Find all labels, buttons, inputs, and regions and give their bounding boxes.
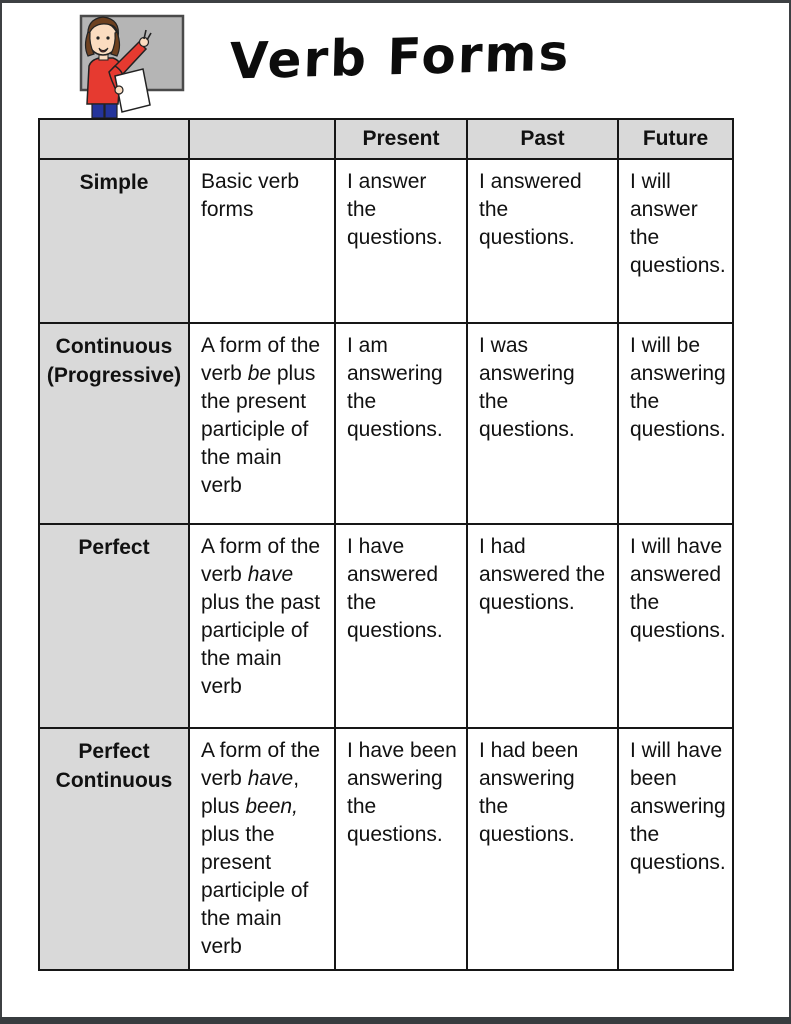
table-row (39, 524, 733, 728)
row-description-cell (189, 728, 335, 970)
table-row (39, 159, 733, 323)
italic-verb-term: be (247, 362, 272, 385)
present-example-cell: I am answering the questions. (335, 323, 467, 524)
page-frame-left (0, 0, 2, 1024)
description-text: , plus (201, 767, 300, 818)
description-text: A form of the verb (201, 334, 321, 385)
description-text: plus the present participle of the main verb (201, 362, 316, 497)
italic-verb-term: have (247, 563, 294, 586)
description-text: Basic verb forms (201, 170, 300, 221)
present-example-cell: I have been answering the questions. (335, 728, 467, 970)
row-label-cell: Simple (39, 159, 189, 323)
present-example-cell: I have answered the questions. (335, 524, 467, 728)
description-text: A form of the verb (201, 535, 321, 586)
verb-forms-table (38, 118, 734, 971)
row-description-cell (189, 524, 335, 728)
table-row (39, 323, 733, 524)
row-description-cell (189, 323, 335, 524)
row-label-cell: Continuous (Progressive) (39, 323, 189, 524)
header-cell-empty-1 (39, 119, 189, 159)
header-cell-future: Future (618, 119, 733, 159)
row-label-cell: Perfect (39, 524, 189, 728)
page-title: Verb Forms (228, 23, 572, 91)
present-example-cell: I answer the questions. (335, 159, 467, 323)
row-description-cell (189, 159, 335, 323)
past-example-cell: I was answering the questions. (467, 323, 618, 524)
header-cell-past: Past (467, 119, 618, 159)
page-frame-bottom (0, 1017, 791, 1024)
page-frame-top (0, 0, 791, 3)
future-example-cell: I will have been answering the questions. (618, 728, 733, 970)
italic-verb-term: have (247, 767, 294, 790)
description-text: plus the present participle of the main verb (201, 823, 309, 958)
italic-verb-term: been, (245, 795, 298, 818)
header-cell-present: Present (335, 119, 467, 159)
row-label-cell: Perfect Continuous (39, 728, 189, 970)
verb-table-body (39, 159, 733, 970)
header-cell-empty-2 (189, 119, 335, 159)
future-example-cell: I will have answered the questions. (618, 524, 733, 728)
past-example-cell: I had been answering the questions. (467, 728, 618, 970)
table-header-row (39, 119, 733, 159)
table-row (39, 728, 733, 970)
description-text: plus the past participle of the main verb (201, 591, 321, 698)
future-example-cell: I will answer the questions. (618, 159, 733, 323)
description-text: A form of the verb (201, 739, 321, 790)
future-example-cell: I will be answering the questions. (618, 323, 733, 524)
past-example-cell: I had answered the questions. (467, 524, 618, 728)
past-example-cell: I answered the questions. (467, 159, 618, 323)
